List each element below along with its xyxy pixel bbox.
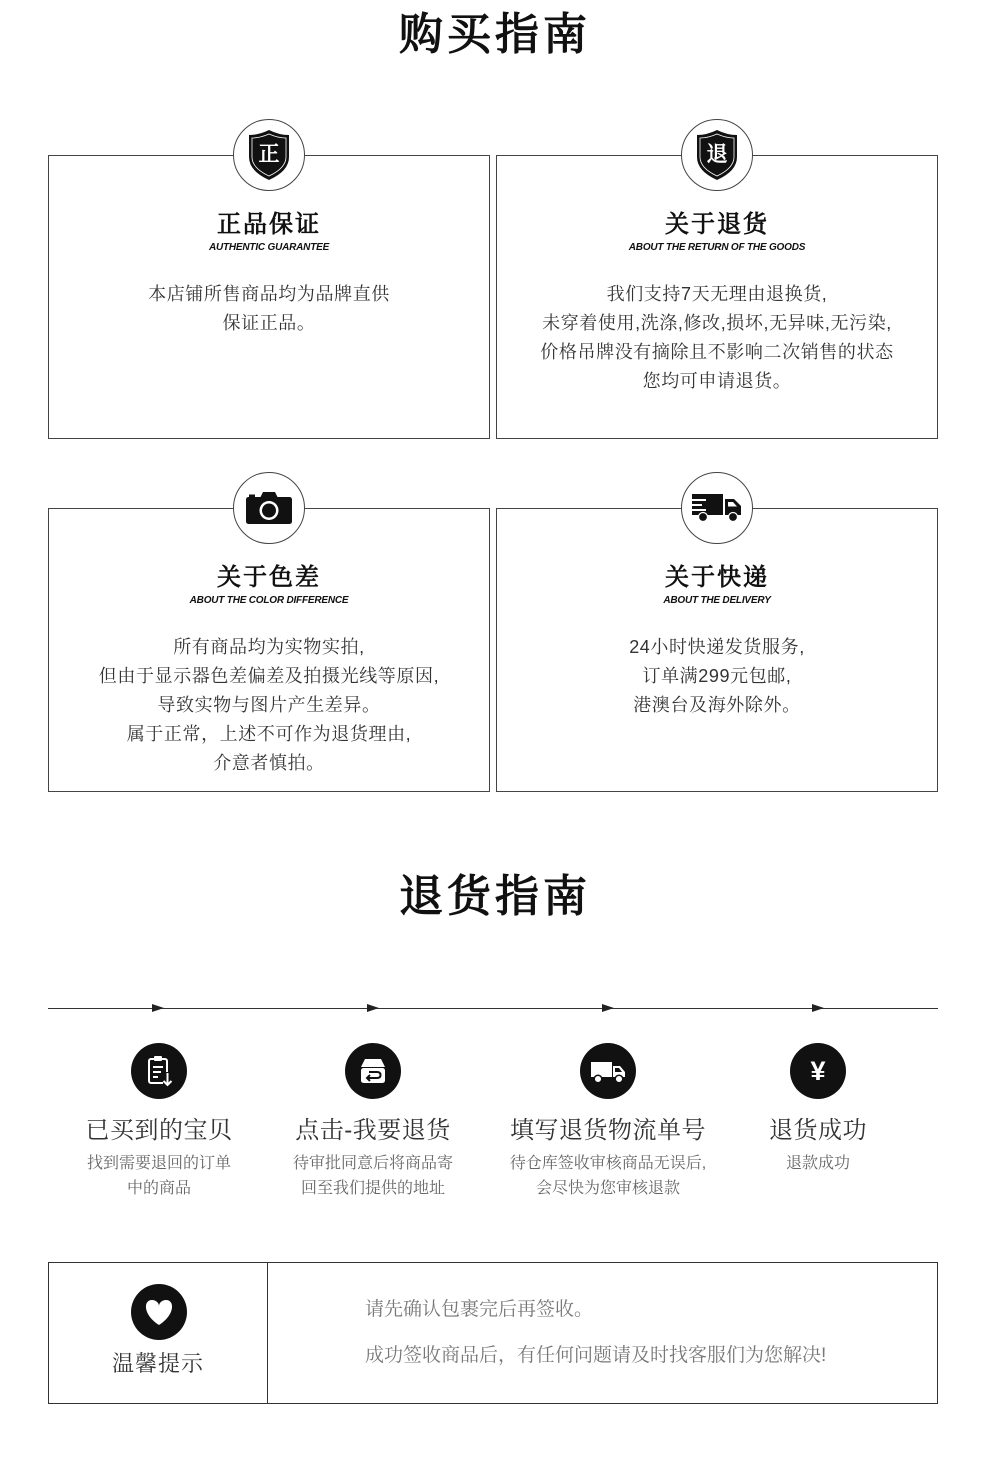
step-desc-line: 中的商品 xyxy=(126,1180,191,1197)
step-icon-circle xyxy=(580,1043,636,1099)
step-icon-circle xyxy=(345,1043,401,1099)
card-icon-badge xyxy=(681,472,753,544)
notice-divider xyxy=(267,1263,268,1403)
delivery-truck-icon xyxy=(580,1043,636,1099)
card-title: 正品保证 xyxy=(217,211,321,238)
card-body xyxy=(49,280,489,338)
step-title: 点击-我要退货 xyxy=(295,1117,451,1144)
card-text-line: 24小时快递发货服务, xyxy=(629,637,805,657)
step-icon-circle xyxy=(790,1043,846,1099)
return-box-icon xyxy=(345,1043,401,1099)
card-text-line: 但由于显示器色差偏差及拍摄光线等原因, xyxy=(98,666,440,686)
return-policy-card xyxy=(496,143,938,439)
card-title: 关于色差 xyxy=(217,564,321,591)
notice-box xyxy=(48,1262,938,1404)
color-difference-card xyxy=(48,508,490,792)
shield-badge-text: 退 xyxy=(706,143,728,166)
notice-icon-circle xyxy=(131,1284,187,1340)
yen-glyph: ¥ xyxy=(810,1056,826,1086)
card-body xyxy=(49,633,489,778)
card-text-line: 我们支持7天无理由退换货, xyxy=(606,284,828,304)
step-desc-line: 待审批同意后将商品寄 xyxy=(292,1155,453,1172)
card-text-line: 属于正常，上述不可作为退货理由, xyxy=(126,724,412,744)
card-subtitle: ABOUT THE DELIVERY xyxy=(663,595,771,606)
timeline-arrow-icon xyxy=(152,1004,164,1012)
card-subtitle: ABOUT THE RETURN OF THE GOODS xyxy=(628,242,806,253)
timeline-arrow-icon xyxy=(367,1004,379,1012)
step-description xyxy=(243,1151,503,1201)
delivery-card xyxy=(496,508,938,792)
card-icon-badge xyxy=(233,472,305,544)
timeline-line xyxy=(48,1008,938,1009)
step-title: 已买到的宝贝 xyxy=(85,1117,233,1144)
step-title: 退货成功 xyxy=(769,1117,867,1144)
card-body xyxy=(497,280,937,396)
card-text-line: 价格吊牌没有摘除且不影响二次销售的状态 xyxy=(540,342,894,362)
shield-badge-text: 正 xyxy=(258,143,280,166)
card-subtitle: AUTHENTIC GUARANTEE xyxy=(208,242,330,253)
heart-icon xyxy=(131,1284,187,1340)
step-text xyxy=(688,1116,948,1176)
step-desc-line: 找到需要退回的订单 xyxy=(86,1155,231,1172)
card-text-line: 未穿着使用,洗涤,修改,损坏,无异味,无污染, xyxy=(542,313,892,333)
return-guide-title: 退货指南 xyxy=(399,872,591,921)
step-desc-line: 会尽快为您审核退款 xyxy=(535,1180,680,1197)
timeline-arrow-icon xyxy=(602,1004,614,1012)
step-desc-line: 待仓库签收审核商品无误后, xyxy=(509,1155,707,1172)
purchase-guide-title: 购买指南 xyxy=(399,10,591,59)
guarantee-card xyxy=(48,143,490,439)
card-text-line: 介意者慎拍。 xyxy=(213,753,325,773)
step-icon-circle xyxy=(131,1043,187,1099)
card-icon-badge xyxy=(233,119,305,191)
notice-text-line: 成功签收商品后，有任何问题请及时找客服们为您解决! xyxy=(365,1345,827,1366)
card-text-line: 您均可申请退货。 xyxy=(642,371,792,391)
shield-icon xyxy=(247,130,291,180)
card-body xyxy=(497,633,937,720)
card-title: 关于快递 xyxy=(665,564,769,591)
card-icon-badge xyxy=(681,119,753,191)
card-text-line: 所有商品均为实物实拍, xyxy=(173,637,365,657)
document-download-icon xyxy=(131,1043,187,1099)
truck-icon xyxy=(692,494,742,522)
camera-icon xyxy=(246,492,292,524)
step-description xyxy=(688,1151,948,1176)
card-subtitle: ABOUT THE COLOR DIFFERENCE xyxy=(189,595,349,606)
card-text-line: 港澳台及海外除外。 xyxy=(633,695,801,715)
card-text-line: 导致实物与图片产生差异。 xyxy=(157,695,381,715)
card-text-line: 订单满299元包邮, xyxy=(642,666,792,686)
card-title: 关于退货 xyxy=(665,211,769,238)
timeline-arrow-icon xyxy=(812,1004,824,1012)
step-desc-line: 回至我们提供的地址 xyxy=(300,1180,445,1197)
card-text-line: 保证正品。 xyxy=(222,313,316,333)
yen-icon xyxy=(790,1043,846,1099)
notice-text-line: 请先确认包裹完后再签收。 xyxy=(365,1299,594,1320)
step-title: 填写退货物流单号 xyxy=(510,1117,706,1144)
shield-icon xyxy=(695,130,739,180)
card-text-line: 本店铺所售商品均为品牌直供 xyxy=(148,284,390,304)
notice-title: 温馨提示 xyxy=(111,1351,204,1376)
step-text xyxy=(243,1116,503,1201)
step-desc-line: 退款成功 xyxy=(785,1155,850,1172)
